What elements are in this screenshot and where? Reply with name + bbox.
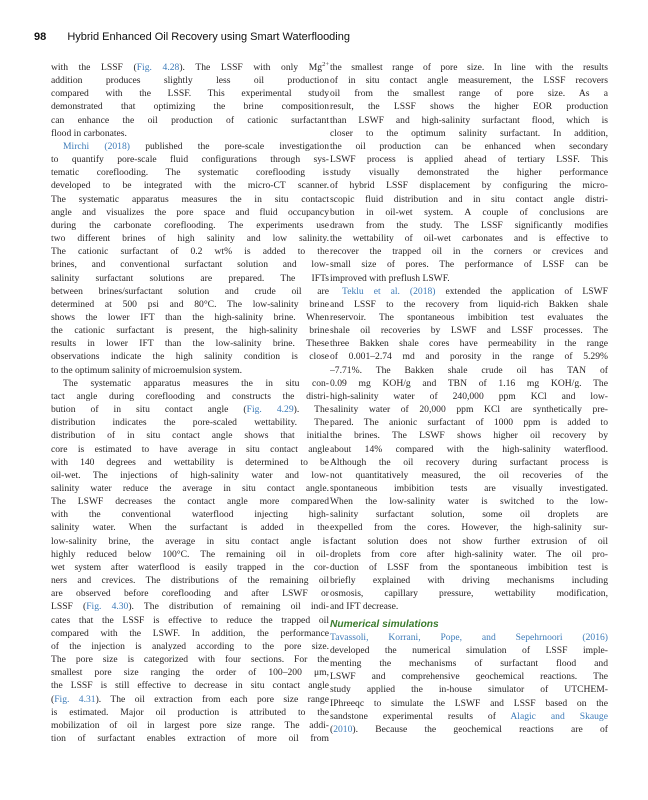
text-line (51, 193, 329, 206)
section-heading: Numerical simulations (330, 618, 439, 630)
line-text: scopic fluid distribution and in situ contact angle distri- (330, 193, 608, 205)
text-line (51, 350, 329, 363)
line-text: salinity water reduce the average in situ contact angle. (51, 483, 329, 494)
line-text: The LSWF decreases the contact angle more compared (51, 496, 329, 508)
text-line (330, 245, 608, 258)
line-text: to the optimum salinity of microemulsion system. (51, 364, 243, 376)
text-line (330, 140, 608, 153)
reference-link[interactable]: Fig. 4.31 (54, 693, 96, 705)
text-line (330, 697, 608, 710)
text-line (51, 732, 329, 745)
superscript: 2+ (322, 61, 329, 68)
line-text: three Bakken shale cores have permeability in the range (330, 338, 608, 350)
line-text: small size of pores. The performance of LSSF can be (330, 259, 608, 271)
text-line (330, 285, 608, 298)
text-line (51, 495, 329, 508)
text-line (51, 469, 329, 482)
text-line (51, 574, 329, 587)
text-line (330, 232, 608, 245)
line-text: are observed before coreflooding and after LSWF or (51, 588, 329, 600)
text-line (330, 548, 608, 561)
text-line (330, 87, 608, 100)
line-text: ). The LSSF with only Mg (179, 62, 323, 73)
line-text: of 0.001–2.74 md and porosity in the range of 5.29% (330, 351, 608, 363)
line-text: reservoir. The spontaneous imbibition test evaluates the (330, 311, 608, 323)
text-line (330, 166, 608, 179)
line-text: study applied the in-house simulator of UTCHEM- (330, 684, 608, 696)
line-text: factant solution does not show further extrusion of oil (330, 535, 608, 547)
text-line (51, 600, 329, 613)
text-line (51, 719, 329, 732)
text-line (51, 179, 329, 192)
line-text: expelled from the cores. However, the high-salinity sur- (330, 522, 608, 534)
line-text: sandstone experimental results of (330, 710, 511, 722)
text-line (330, 298, 608, 311)
text-line (330, 61, 608, 74)
line-text: high-salinity water of 240,000 ppm KCl and low- (330, 390, 608, 402)
line-text: published the pore-scale investigation (129, 140, 329, 152)
text-line (51, 272, 329, 285)
line-text: during the carbonate coreflooding. The experiments use (51, 219, 329, 231)
line-text: the wettability of oil-wet carbonates and is effective to (330, 233, 608, 245)
line-text: angle and visualizes the pore space and fluid occupancy (51, 206, 329, 218)
line-text: result, the LSSF shows the higher EOR production (330, 101, 608, 113)
text-line (51, 166, 329, 179)
left-column (51, 61, 329, 745)
text-line (330, 429, 608, 442)
right-column (330, 61, 608, 736)
text-line (51, 153, 329, 166)
line-text: bution of in situ contact angle ( (51, 404, 247, 416)
line-text: the LSSF is still effective to decrease in situ contact angle (51, 680, 329, 692)
text-line (51, 653, 329, 666)
text-line (330, 495, 608, 508)
line-text: The systematic apparatus measures the in situ con- (63, 377, 329, 389)
text-line (51, 364, 329, 377)
text-line (330, 521, 608, 534)
text-line (330, 179, 608, 192)
line-text: with the LSSF ( (51, 62, 137, 73)
line-text: The systematic apparatus measures the in situ contact (51, 193, 329, 205)
text-line (330, 600, 608, 613)
line-text: the brines. The LSWF shows higher oil recovery by (330, 430, 608, 442)
line-text: wet system after waterflood is easily trapped in the cor- (51, 561, 329, 573)
page-number: 98 (34, 31, 47, 43)
line-text: to quantify pore-scale fluid configurations through sys- (51, 154, 329, 166)
text-line (51, 521, 329, 534)
line-text: and IFT decrease. (330, 601, 399, 613)
line-text: salinity surfactant solutions are prepared. The IFTs (51, 272, 329, 284)
line-text: determined at 500 psi and 80°C. The low-salinity brine (51, 298, 329, 310)
line-text: the smallest range of pore size. In line with the results (330, 62, 608, 73)
line-text: closer to the optimum salinity surfactant. In addition, (330, 127, 608, 139)
line-text: flood in carbonates. (51, 127, 127, 139)
line-text: developed the numerical simulation of LSSF imple- (330, 644, 608, 656)
line-text: salinity water. When the surfactant is added in the (51, 522, 329, 534)
reference-link[interactable]: Tavassoli, Korrani, Pope, and Sepehrnoori (2016) (330, 631, 608, 643)
line-text: pared. The anionic surfactant of 1000 ppm is added to (330, 417, 608, 429)
line-text: ( (51, 693, 55, 705)
text-line (330, 469, 608, 482)
line-text: droplets from core after high-salinity water. The oil pro- (330, 548, 608, 560)
reference-link[interactable]: Teklu et al. (2018) (342, 285, 436, 297)
line-text: than LSWF and high-salinity surfactant flood, which is (330, 114, 608, 126)
text-line (330, 587, 608, 600)
text-line (51, 377, 329, 390)
text-line (51, 693, 329, 706)
line-text: not quantitatively measured, the oil recoveries of the (330, 469, 608, 481)
text-line (51, 403, 329, 416)
line-text: of in situ contact angle measurement, the LSSF recovers (330, 75, 608, 87)
line-text: IPhreeqc to simulate the LSWF and LSSF based on the (330, 697, 608, 709)
text-line (330, 377, 608, 390)
line-text: ). The (293, 404, 329, 416)
line-text: with the conventional waterflood injecting high- (51, 509, 329, 521)
text-line (330, 258, 608, 271)
text-line (330, 337, 608, 350)
running-title: Hybrid Enhanced Oil Recovery using Smart Waterflooding (67, 31, 350, 43)
line-text: with 140 degrees and wettability is determined to be (51, 456, 329, 468)
line-text: menting the mechanisms of surfactant flood and (330, 658, 608, 670)
line-text: highly reduced below 100°C. The remaining oil in oil- (51, 548, 329, 560)
text-line (51, 87, 329, 100)
text-line (51, 627, 329, 640)
text-line (330, 482, 608, 495)
text-line (330, 219, 608, 232)
text-line (51, 61, 329, 74)
line-text: When the low-salinity water is switched to the low- (330, 496, 608, 508)
line-text: compared with the LSWF. In addition, the performance (51, 627, 329, 639)
text-line (51, 298, 329, 311)
text-line (330, 456, 608, 469)
line-text: addition produces slightly less oil production (51, 75, 329, 87)
line-text: results in lower IFT than the low-salinity brine. These (51, 338, 329, 350)
line-text: oil-wet. The injections of high-salinity water and low- (51, 469, 329, 481)
text-line (51, 614, 329, 627)
line-text: demonstrated that optimizing the brine composition (51, 101, 329, 113)
line-text: ). Because the geochemical reactions are of (352, 723, 608, 735)
text-line (330, 723, 608, 736)
text-line (330, 364, 608, 377)
text-line (51, 548, 329, 561)
text-line (330, 350, 608, 363)
line-text: The cationic surfactant of 0.2 wt% is added to the (51, 246, 329, 258)
line-text: brines, and conventional surfactant solution and low- (51, 259, 329, 271)
text-line (330, 644, 608, 657)
text-line (330, 324, 608, 337)
line-text: briefly explained with driving mechanisms including (330, 575, 608, 587)
line-text: and LSSF to the recovery from liquid-rich Bakken shale (330, 298, 608, 310)
text-line (51, 456, 329, 469)
line-text: is estimated. Major oil production is attributed to the (51, 706, 329, 718)
text-line (51, 508, 329, 521)
line-text: developed to be integrated with the micro-CT scanner. (51, 180, 329, 192)
line-text: bution in oil-wet system. A couple of conclusions are (330, 206, 608, 218)
line-text: duction of LSSF from the spontaneous imbibition test is (330, 561, 608, 573)
text-line (51, 706, 329, 719)
line-text: the oil production can be enhanced when secondary (330, 140, 608, 152)
text-line (51, 679, 329, 692)
line-text: extended the application of LSWF (435, 285, 608, 297)
text-line (330, 508, 608, 521)
line-text: about 14% compared with the high-salinity waterflood. (330, 443, 608, 455)
text-line (330, 127, 608, 140)
reference-link[interactable]: Fig. 4.28 (136, 62, 180, 73)
line-text: the cationic surfactant is present, the high-salinity brine (51, 325, 329, 337)
text-line (330, 272, 608, 285)
text-line (51, 140, 329, 153)
text-line (51, 666, 329, 679)
text-line (51, 587, 329, 600)
text-line (330, 535, 608, 548)
line-text: ners and crevices. The distributions of the remaining oil (51, 575, 329, 587)
reference-link[interactable]: Alagic and Skauge (510, 710, 608, 722)
text-line (51, 206, 329, 219)
reference-link[interactable]: Mirchi (2018) (63, 140, 130, 152)
line-text: observations indicate the high salinity condition is close (51, 351, 329, 363)
line-text: of hybrid LSSF displacement by configuring the micro- (330, 180, 608, 192)
reference-link[interactable]: Fig. 4.29 (246, 404, 294, 416)
reference-link[interactable]: Fig. 4.30 (86, 601, 129, 613)
text-line (330, 710, 608, 723)
text-line (330, 403, 608, 416)
text-line (51, 100, 329, 113)
text-line (330, 390, 608, 403)
line-text: shows the lower IFT than the high-salinity brine. When (51, 311, 329, 323)
line-text: LSSF ( (51, 601, 87, 613)
line-text: study visually demonstrated the higher performance (330, 167, 608, 179)
line-text: compared with the LSSF. This experimental study (51, 88, 329, 100)
line-text: mobilization of oil in largest pore size range. The addi- (51, 719, 329, 731)
text-line (51, 416, 329, 429)
text-line (330, 206, 608, 219)
line-text: tact angle during coreflooding and constructs the distri- (51, 390, 329, 402)
text-line (330, 74, 608, 87)
line-text: cates that the LSSF is effective to reduce the trapped oil (51, 614, 329, 626)
line-text: The pore size is categorized with four sections. For the (51, 654, 329, 666)
text-line (330, 193, 608, 206)
text-line (51, 535, 329, 548)
line-text: of the injection is analyzed according to the pore size. (51, 640, 329, 652)
line-text: distribution indicates the pore-scaled wettability. The (51, 417, 329, 429)
line-text: distribution of in situ contact angle shows that initial (51, 430, 329, 442)
line-text: ). The oil extraction from each pore size range (95, 693, 329, 705)
text-line (51, 258, 329, 271)
text-line (51, 245, 329, 258)
line-text: improved with preflush LSWF. (330, 272, 450, 284)
line-text: 0.09 mg KOH/g and TBN of 1.16 mg KOH/g. The (330, 377, 608, 389)
text-line (330, 311, 608, 324)
text-line (51, 285, 329, 298)
line-text: salinity water of 20,000 ppm KCl are synthetically pre- (330, 404, 608, 416)
text-line (51, 337, 329, 350)
line-text: drawn from the study. The LSSF significantly modifies (330, 219, 608, 231)
text-line (51, 219, 329, 232)
text-line (51, 561, 329, 574)
line-text: LSWF and comprehensive geochemical reactions. The (330, 671, 608, 683)
line-text: spontaneous imbibition tests are visually investigated. (330, 483, 608, 494)
line-text: LSWF process is applied ahead of tertiary LSSF. This (330, 154, 608, 166)
line-text: two different brines of high salinity and low salinity. (51, 233, 329, 245)
line-text: oil from the smallest range of pore size. As a (330, 88, 608, 100)
text-line (330, 443, 608, 456)
line-text: smallest pore size ranging the order of 100–200 μm, (51, 667, 329, 679)
line-text: ). The distribution of remaining oil indi- (128, 601, 329, 613)
text-line (51, 74, 329, 87)
line-text: salinity surfactant solution, some oil droplets are (330, 509, 608, 521)
text-line (330, 631, 608, 644)
text-line (51, 640, 329, 653)
text-line (51, 114, 329, 127)
text-line (51, 482, 329, 495)
line-text: Although the oil recovery during surfactant process is (330, 456, 608, 468)
line-text: core is estimated to have average in situ contact angle (51, 443, 329, 455)
line-text: low-salinity brine, the average in situ contact angle is (51, 535, 329, 547)
line-text: between brines/surfactant solution and crude oil are (51, 285, 329, 297)
text-line (330, 114, 608, 127)
text-line (330, 683, 608, 696)
text-line (330, 574, 608, 587)
text-line (51, 232, 329, 245)
text-line (330, 153, 608, 166)
text-line (330, 416, 608, 429)
text-line (330, 670, 608, 683)
text-line (51, 311, 329, 324)
text-line (51, 443, 329, 456)
text-line (51, 390, 329, 403)
running-header (34, 31, 350, 43)
reference-link[interactable]: 2010 (333, 723, 353, 735)
line-text: tion of surfactant enables extraction of more oil from (51, 732, 329, 744)
line-text: ( (330, 723, 334, 735)
line-text: –7.71%. The Bakken shale crude oil has TAN of (330, 364, 608, 376)
line-text: recover the trapped oil in the corners or crevices and (330, 246, 608, 258)
line-text: osmosis, capillary pressure, wettability modification, (330, 588, 608, 600)
line-text: shale oil recoveries by LSWF and LSSF processes. The (330, 325, 608, 337)
text-line (330, 100, 608, 113)
text-line (51, 429, 329, 442)
text-line (330, 657, 608, 670)
text-line (51, 127, 329, 140)
line-text: tematic coreflooding. The systematic coreflooding is (51, 167, 329, 179)
line-text: can enhance the oil production of cationic surfactant (51, 114, 329, 126)
text-line (51, 324, 329, 337)
text-line (330, 561, 608, 574)
